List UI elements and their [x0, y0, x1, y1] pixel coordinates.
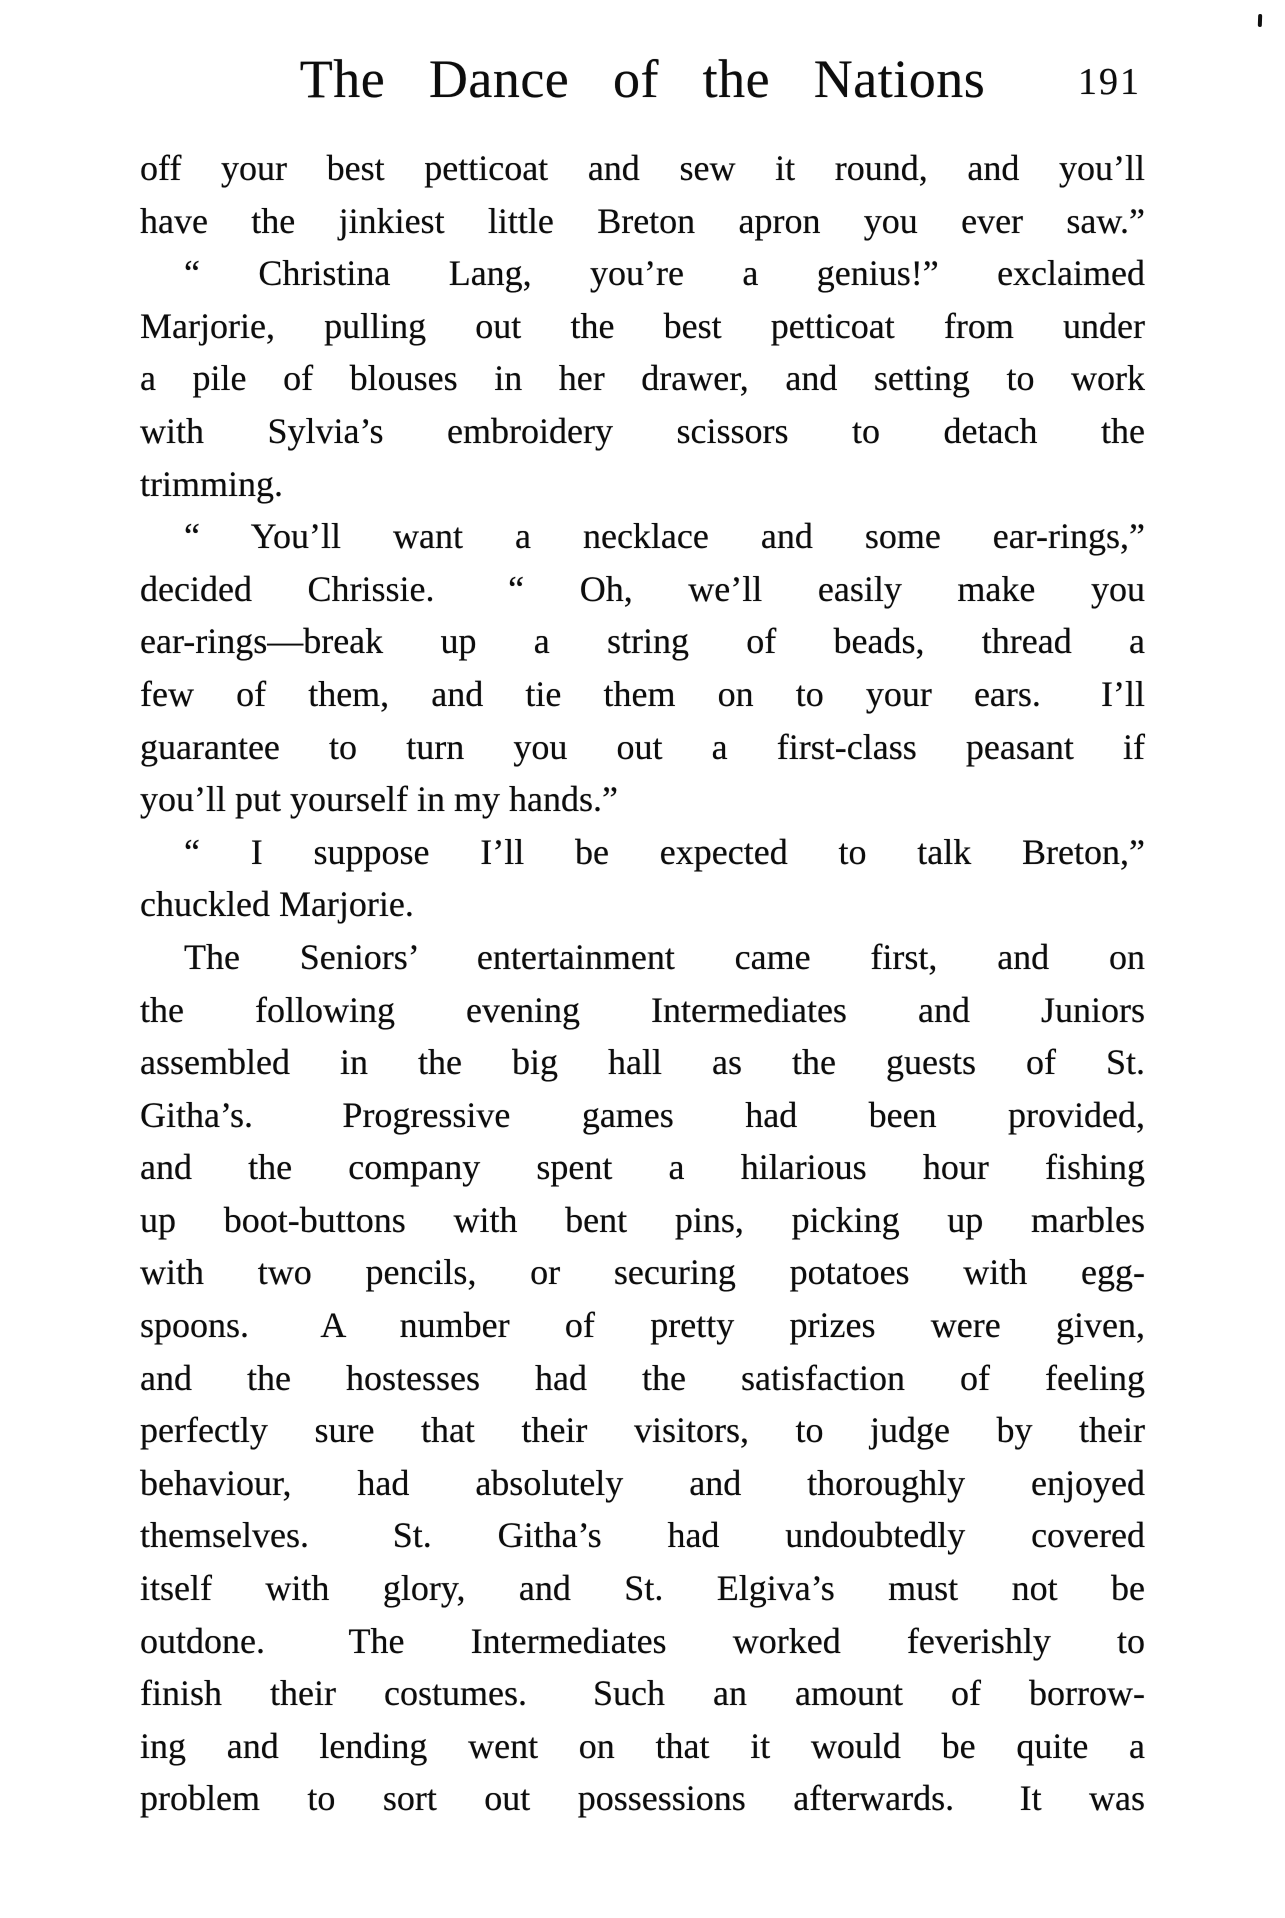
text-line: Githa’s. Progressive games had been provided,: [140, 1094, 1145, 1135]
text-line: ear-rings—break up a string of beads, thread a: [140, 621, 1145, 662]
text-line: assembled in the big hall as the guests of St.: [140, 1042, 1145, 1083]
text-line: the following evening Intermediates and Juniors: [140, 989, 1145, 1030]
text-line: spoons. A number of pretty prizes were given,: [140, 1305, 1145, 1346]
text-line: “ Christina Lang, you’re a genius!” exclaimed: [184, 253, 1145, 294]
text-line: few of them, and tie them on to your ears. I’ll: [140, 673, 1145, 714]
text-line: a pile of blouses in her drawer, and setting to work: [140, 358, 1145, 399]
text-column: [140, 142, 1145, 1825]
text-line: decided Chrissie. “ Oh, we’ll easily make you: [140, 568, 1145, 609]
text-line: with Sylvia’s embroidery scissors to detach the: [140, 410, 1145, 451]
text-line: chuckled Marjorie.: [140, 884, 414, 925]
text-line: have the jinkiest little Breton apron you ever saw.”: [140, 200, 1145, 241]
text-line: off your best petticoat and sew it round, and you’ll: [140, 148, 1145, 188]
text-line: up boot-buttons with bent pins, picking up marbles: [140, 1199, 1145, 1240]
text-line: with two pencils, or securing potatoes with egg-: [140, 1252, 1145, 1293]
text-line: problem to sort out possessions afterwards. It was: [140, 1778, 1145, 1819]
page-number: 191: [1078, 61, 1141, 103]
text-line: outdone. The Intermediates worked feverishly to: [140, 1620, 1145, 1661]
text-line: behaviour, had absolutely and thoroughly enjoyed: [140, 1462, 1145, 1503]
text-line: you’ll put yourself in my hands.”: [140, 779, 618, 820]
ink-speck: [1258, 14, 1262, 27]
text-line: “ You’ll want a necklace and some ear-rings,”: [184, 516, 1145, 557]
text-line: themselves. St. Githa’s had undoubtedly covered: [140, 1515, 1145, 1556]
text-line: and the hostesses had the satisfaction of feeling: [140, 1357, 1145, 1398]
text-line: Marjorie, pulling out the best petticoat from under: [140, 305, 1145, 346]
text-line: The Seniors’ entertainment came first, and on: [184, 936, 1145, 977]
text-line: perfectly sure that their visitors, to judge by their: [140, 1410, 1145, 1451]
text-line: “ I suppose I’ll be expected to talk Breton,”: [184, 831, 1145, 872]
text-line: trimming.: [140, 463, 283, 504]
text-line: guarantee to turn you out a first-class peasant if: [140, 726, 1145, 767]
text-line: ing and lending went on that it would be quite a: [140, 1725, 1145, 1766]
text-line: and the company spent a hilarious hour fishing: [140, 1147, 1145, 1188]
text-line: finish their costumes. Such an amount of borrow-: [140, 1673, 1145, 1714]
text-line: itself with glory, and St. Elgiva’s must not be: [140, 1568, 1145, 1609]
running-header: [140, 44, 1145, 114]
page-title: The Dance of the Nations: [299, 49, 986, 109]
